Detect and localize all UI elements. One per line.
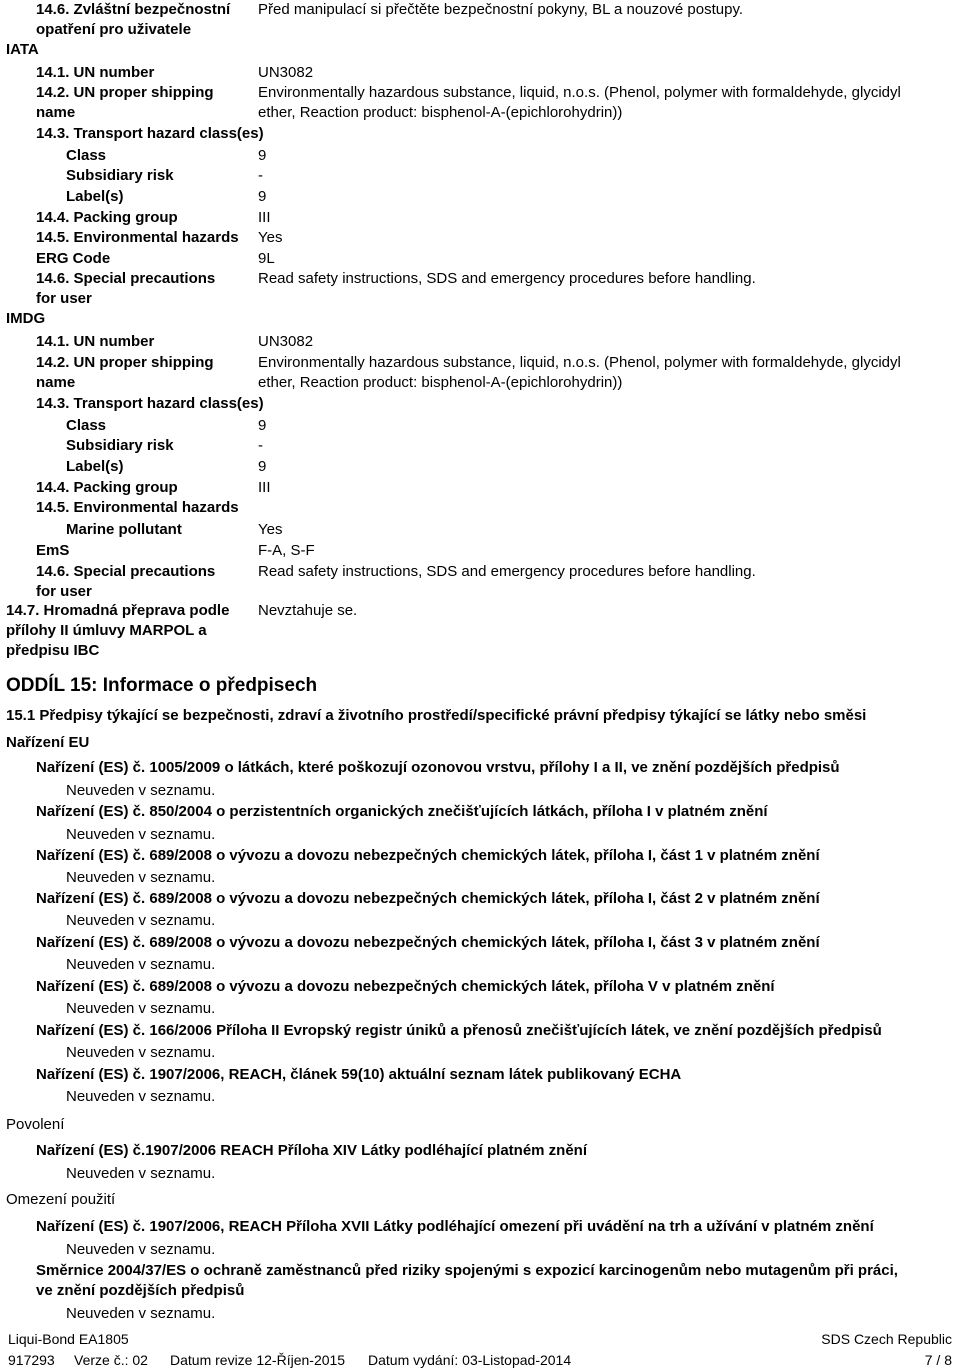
imdg-env-label: 14.5. Environmental hazards [36,499,239,516]
sec-14-7-label: 14.7. Hromadná přeprava podle [6,602,230,619]
iata-class-label: Class [66,147,107,164]
iata-env-label: 14.5. Environmental hazards [36,229,239,246]
not-listed-note: Neuveden v seznamu. [66,826,216,843]
imdg-un-number: UN3082 [258,333,314,350]
sec-14-6-value: Před manipulací si přečtěte bezpečnostní pokyny, BL a nouzové postupy. [258,1,744,18]
imdg-marine-label: Marine pollutant [66,521,182,538]
not-listed-note: Neuveden v seznamu. [66,1165,216,1182]
imdg-labels-label: Label(s) [66,458,124,475]
iata-special: Read safety instructions, SDS and emergency procedures before handling. [258,270,756,287]
iata-proper-name-2: ether, Reaction product: bisphenol-A-(epichlorohydrin)) [258,104,623,121]
imdg-ems-label: EmS [36,542,70,559]
imdg-packing-label: 14.4. Packing group [36,479,178,496]
section-15-1-subtitle: 15.1 Předpisy týkající se bezpečnosti, zdraví a životního prostředí/specifické právní předpisy týkající se látky nebo směsi [6,707,867,724]
iata-special-label-2: for user [36,290,92,307]
imdg-proper-name-label: 14.2. UN proper shipping [36,354,214,371]
imdg-proper-name-2: ether, Reaction product: bisphenol-A-(epichlorohydrin)) [258,374,623,391]
iata-labels-label: Label(s) [66,188,124,205]
restriction-heading: Omezení použití [6,1191,116,1208]
section-15-title: ODDÍL 15: Informace o předpisech [6,675,318,696]
not-listed-note: Neuveden v seznamu. [66,1088,216,1105]
regulation-title: Nařízení (ES) č. 689/2008 o vývozu a dovozu nebezpečných chemických látek, příloha I, část 2 v platném znění [36,890,820,907]
iata-hazard-class-label: 14.3. Transport hazard class(es) [36,125,264,142]
footer-page-number: 7 / 8 [924,1352,952,1368]
iata-erg: 9L [258,250,275,267]
imdg-labels: 9 [258,458,267,475]
sec-14-6-label: 14.6. Zvláštní bezpečnostní [36,1,231,18]
not-listed-note: Neuveden v seznamu. [66,1044,216,1061]
imdg-class: 9 [258,417,267,434]
directive-title-2: ve znění pozdějších předpisů [36,1282,245,1299]
imdg-special-label: 14.6. Special precautions [36,563,216,580]
iata-packing: III [258,209,271,226]
iata-subsidiary: - [258,167,263,184]
authorisation-regulation: Nařízení (ES) č.1907/2006 REACH Příloha XIV Látky podléhající platném znění [36,1142,588,1159]
sec-14-6-label-2: opatření pro uživatele [36,21,192,38]
not-listed-note: Neuveden v seznamu. [66,1000,216,1017]
iata-heading: IATA [6,41,39,58]
iata-special-label: 14.6. Special precautions [36,270,216,287]
imdg-proper-name: Environmentally hazardous substance, liquid, n.o.s. (Phenol, polymer with formaldehyde, glycidyl [258,354,901,371]
sec-14-7-value: Nevztahuje se. [258,602,358,619]
imdg-ems: F-A, S-F [258,542,315,559]
iata-class: 9 [258,147,267,164]
regulation-title: Nařízení (ES) č. 166/2006 Příloha II Evropský registr úniků a přenosů znečišťujících látek, ve znění pozdějších předpisů [36,1022,882,1039]
restriction-regulation: Nařízení (ES) č. 1907/2006, REACH Příloha XVII Látky podléhající omezení při uvádění na trh a užívání v platném znění [36,1218,874,1235]
footer-version: Verze č.: 02 [74,1352,148,1368]
imdg-class-label: Class [66,417,107,434]
not-listed-note: Neuveden v seznamu. [66,956,216,973]
not-listed-note: Neuveden v seznamu. [66,912,216,929]
footer-revision-date: Datum revize 12-Říjen-2015 [170,1352,346,1368]
imdg-subsidiary: - [258,437,263,454]
imdg-subsidiary-label: Subsidiary risk [66,437,174,454]
iata-subsidiary-label: Subsidiary risk [66,167,174,184]
regulation-title: Nařízení (ES) č. 1907/2006, REACH, článek 59(10) aktuální seznam látek publikovaný ECHA [36,1066,682,1083]
regulation-title: Nařízení (ES) č. 689/2008 o vývozu a dovozu nebezpečných chemických látek, příloha I, část 1 v platném znění [36,847,820,864]
authorisation-heading: Povolení [6,1116,65,1133]
iata-proper-name-label: 14.2. UN proper shipping [36,84,214,101]
iata-labels: 9 [258,188,267,205]
imdg-proper-name-label-2: name [36,374,76,391]
iata-un-number: UN3082 [258,64,314,81]
imdg-special: Read safety instructions, SDS and emergency procedures before handling. [258,563,756,580]
iata-proper-name: Environmentally hazardous substance, liquid, n.o.s. (Phenol, polymer with formaldehyde, glycidyl [258,84,901,101]
regulation-title: Nařízení (ES) č. 850/2004 o perzistentních organických znečišťujících látkách, příloha I v platném znění [36,803,768,820]
imdg-un-number-label: 14.1. UN number [36,333,155,350]
not-listed-note: Neuveden v seznamu. [66,869,216,886]
footer-code: 917293 [8,1352,55,1368]
not-listed-note: Neuveden v seznamu. [66,782,216,799]
iata-proper-name-label-2: name [36,104,76,121]
imdg-heading: IMDG [6,310,46,327]
imdg-hazard-class-label: 14.3. Transport hazard class(es) [36,395,264,412]
iata-erg-label: ERG Code [36,250,111,267]
sec-14-7-label-3: předpisu IBC [6,642,100,659]
directive-title: Směrnice 2004/37/ES o ochraně zaměstnanců před riziky spojenými s expozicí karcinogenům nebo mutagenům při práci, [36,1262,898,1279]
footer-issue-date: Datum vydání: 03-Listopad-2014 [368,1352,572,1368]
footer-doc-type: SDS Czech Republic [821,1331,952,1347]
not-listed-note: Neuveden v seznamu. [66,1241,216,1258]
regulation-title: Nařízení (ES) č. 1005/2009 o látkách, které poškozují ozonovou vrstvu, přílohy I a II, ve znění pozdějších předpisů [36,759,840,776]
imdg-special-label-2: for user [36,583,92,600]
eu-regulations-heading: Nařízení EU [6,734,90,751]
footer-product: Liqui-Bond EA1805 [8,1331,129,1347]
not-listed-note: Neuveden v seznamu. [66,1305,216,1322]
sec-14-7-label-2: přílohy II úmluvy MARPOL a [6,622,207,639]
regulation-title: Nařízení (ES) č. 689/2008 o vývozu a dovozu nebezpečných chemických látek, příloha V v platném znění [36,978,775,995]
imdg-marine: Yes [258,521,283,538]
iata-packing-label: 14.4. Packing group [36,209,178,226]
iata-env: Yes [258,229,283,246]
iata-un-number-label: 14.1. UN number [36,64,155,81]
regulation-title: Nařízení (ES) č. 689/2008 o vývozu a dovozu nebezpečných chemických látek, příloha I, část 3 v platném znění [36,934,820,951]
imdg-packing: III [258,479,271,496]
